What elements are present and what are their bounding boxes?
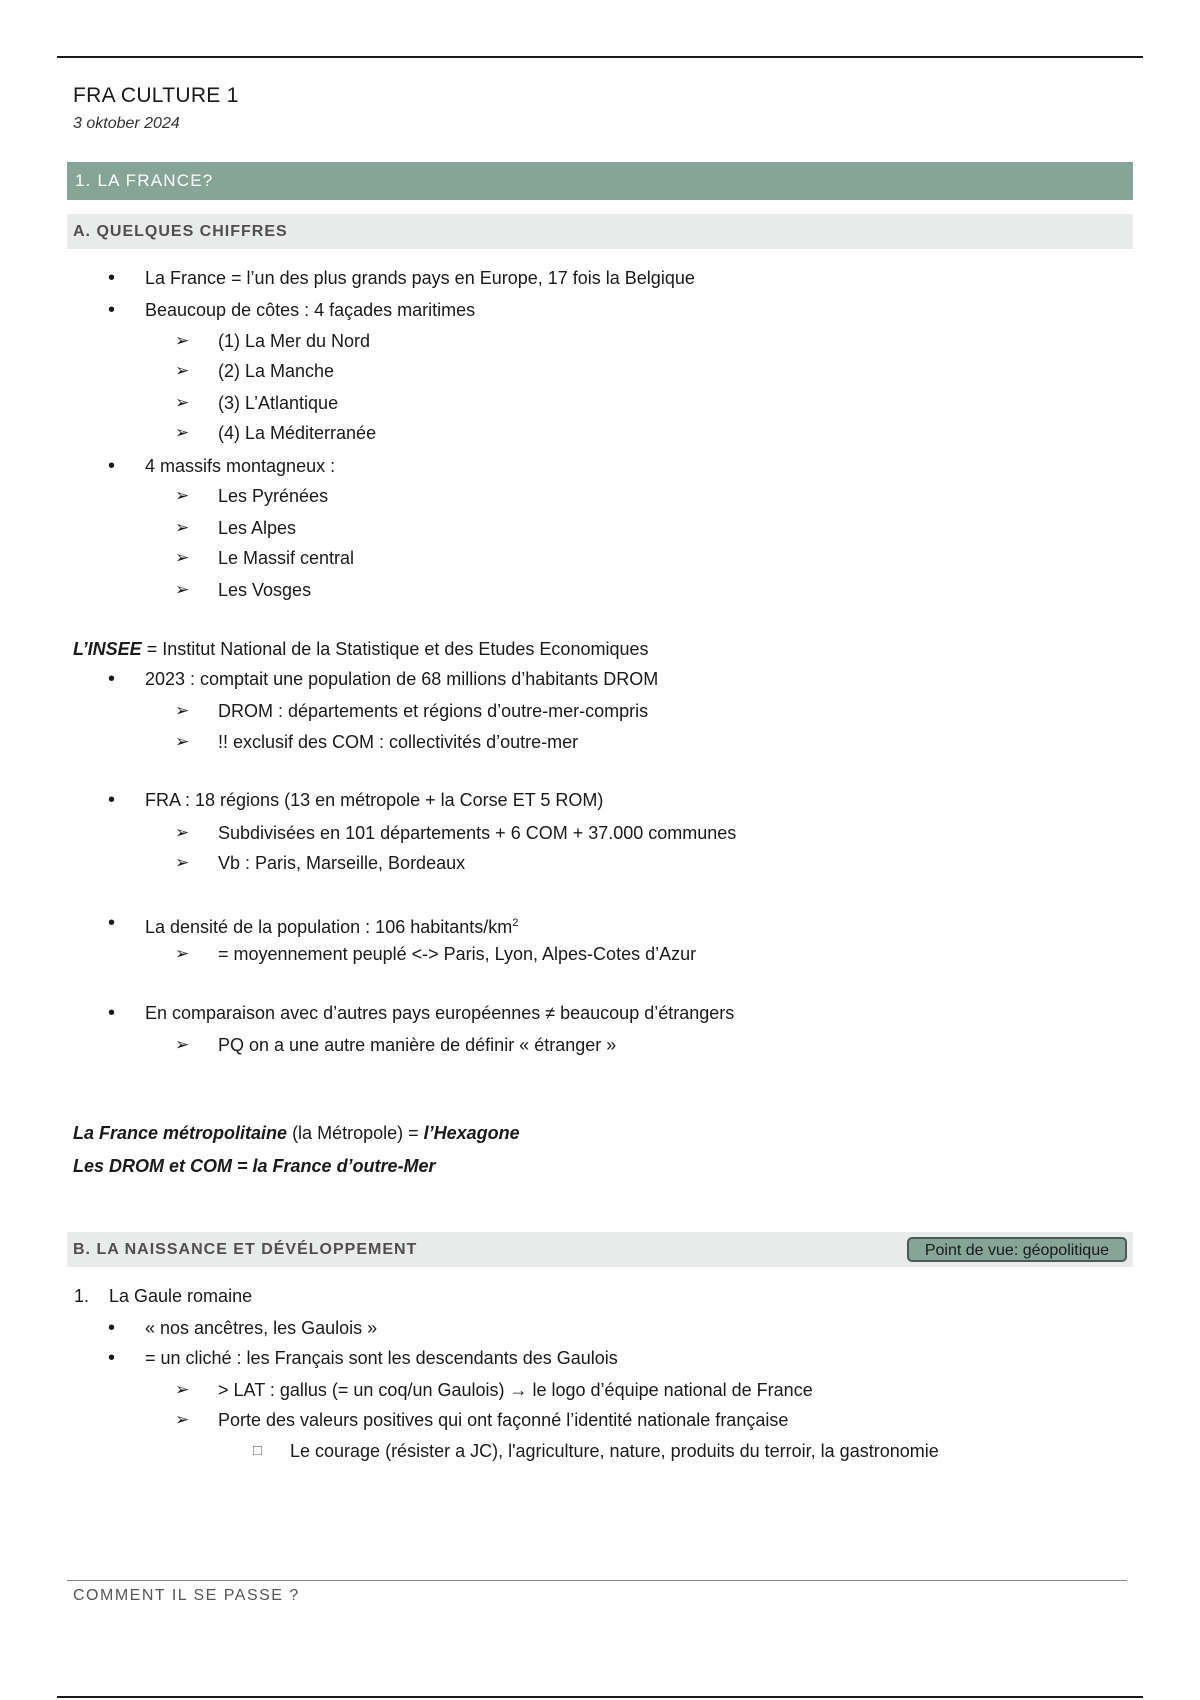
- doc-title: FRA CULTURE 1: [73, 84, 239, 107]
- hexagone-term: l’Hexagone: [423, 1123, 520, 1143]
- metropole-term: La France métropolitaine: [73, 1123, 288, 1143]
- list-item: ➢ Porte des valeurs positives qui ont façonné l’identité nationale française: [218, 1408, 788, 1432]
- insee-def: = Institut National de la Statistique et des Etudes Economiques: [141, 639, 649, 659]
- list-item: ➢ Les Alpes: [218, 516, 296, 540]
- section-heading-1: 1. LA FRANCE?: [67, 162, 1133, 200]
- list-item: 1. La Gaule romaine: [109, 1284, 252, 1308]
- top-rule: [57, 56, 1143, 58]
- footer-rule: [67, 1580, 1127, 1581]
- list-item: ➢ = moyennement peuplé <-> Paris, Lyon, Alpes-Cotes d’Azur: [218, 942, 696, 966]
- bottom-rule: [57, 1696, 1143, 1698]
- list-item: • 4 massifs montagneux :: [145, 454, 335, 478]
- metropole-paren: (la Métropole) =: [287, 1123, 424, 1143]
- density-text: La densité de la population : 106 habitants/km: [145, 917, 513, 937]
- subsection-heading-b-text: B. LA NAISSANCE ET DÉVÉLOPPEMENT: [73, 1241, 418, 1258]
- list-item: ➢ PQ on a une autre manière de définir « étranger »: [218, 1033, 616, 1057]
- list-item: • « nos ancêtres, les Gaulois »: [145, 1316, 377, 1340]
- list-item: • 2023 : comptait une population de 68 millions d’habitants DROM: [145, 667, 658, 691]
- subsection-heading-a: [67, 214, 1133, 249]
- list-item: • FRA : 18 régions (13 en métropole + la Corse ET 5 ROM): [145, 788, 603, 812]
- list-item: ➢ (4) La Méditerranée: [218, 421, 376, 445]
- list-item: ➢ (2) La Manche: [218, 359, 334, 383]
- density-sup: 2: [512, 917, 519, 929]
- list-item: ➢ Les Vosges: [218, 578, 311, 602]
- metropole-definition: [73, 1121, 520, 1145]
- viewpoint-badge: Point de vue: géopolitique: [907, 1237, 1127, 1262]
- list-item: ➢ Les Pyrénées: [218, 484, 328, 508]
- insee-term: L’INSEE: [73, 639, 142, 659]
- subsection-heading-b: [67, 1232, 1133, 1267]
- list-item: • La France = l’un des plus grands pays en Europe, 17 fois la Belgique: [145, 266, 695, 290]
- list-item: ➢ DROM : départements et régions d’outre-mer-compris: [218, 699, 648, 723]
- list-item: ➢ (3) L’Atlantique: [218, 391, 338, 415]
- outremer-definition: Les DROM et COM = la France d’outre-Mer: [73, 1156, 436, 1176]
- insee-definition: [73, 637, 649, 661]
- list-item: ➢ Le Massif central: [218, 546, 354, 570]
- list-item: □ Le courage (résister a JC), l'agriculture, nature, produits du terroir, la gastronomie: [290, 1439, 939, 1463]
- list-item: [145, 911, 518, 939]
- list-item: • En comparaison avec d’autres pays européennes ≠ beaucoup d’étrangers: [145, 1001, 734, 1025]
- list-item: ➢ !! exclusif des COM : collectivités d’outre-mer: [218, 730, 578, 754]
- list-item: ➢ Vb : Paris, Marseille, Bordeaux: [218, 851, 465, 875]
- list-item: • Beaucoup de côtes : 4 façades maritimes: [145, 298, 475, 322]
- footer-heading: COMMENT IL SE PASSE ?: [73, 1587, 300, 1604]
- list-item: ➢ > LAT : gallus (= un coq/un Gaulois) → le logo d’équipe national de France: [218, 1378, 813, 1402]
- doc-date: 3 oktober 2024: [73, 115, 180, 132]
- subsection-heading-a-text: A. QUELQUES CHIFFRES: [73, 223, 288, 240]
- list-item: ➢ (1) La Mer du Nord: [218, 329, 370, 353]
- list-item: ➢ Subdivisées en 101 départements + 6 COM + 37.000 communes: [218, 821, 736, 845]
- list-item: • = un cliché : les Français sont les descendants des Gaulois: [145, 1346, 618, 1370]
